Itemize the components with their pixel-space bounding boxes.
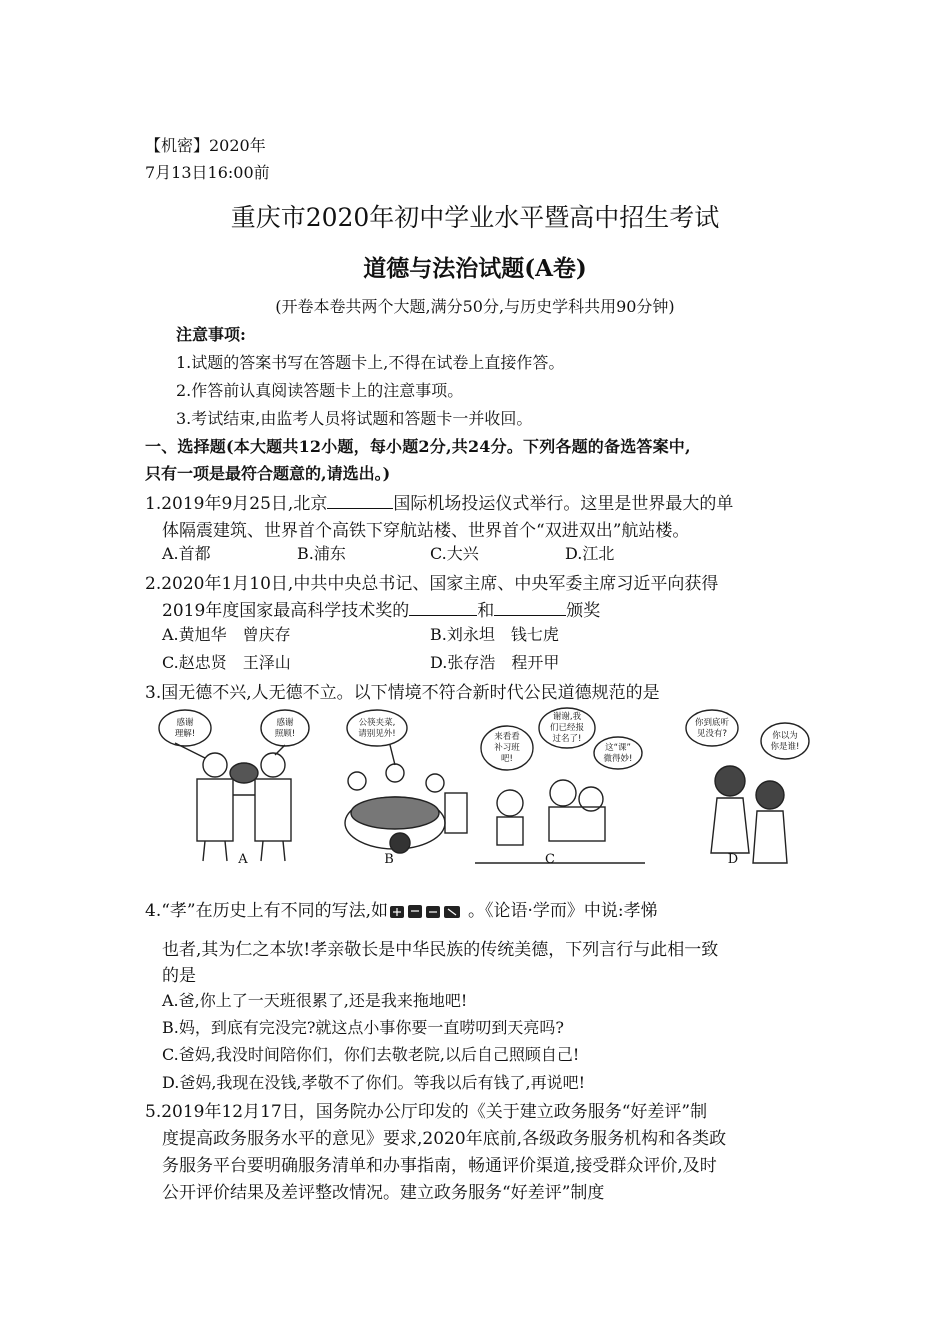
- question-2-option-b[interactable]: B.刘永坦 钱七虎: [430, 625, 559, 644]
- question-4-option-d[interactable]: D.爸妈,我现在没钱,孝敬不了你们。等我以后有钱了,再说吧!: [162, 1073, 586, 1092]
- question-2-text-c: 颁奖: [566, 601, 601, 621]
- panel-c-label: C: [545, 852, 555, 867]
- panel-b-bubble-line-2: 请别见外!: [358, 729, 396, 739]
- panel-d-bubble-1-line-2: 见没有?: [696, 729, 728, 739]
- question-4-option-a[interactable]: A.爸,你上了一天班很累了,还是我来拖地吧!: [162, 991, 468, 1010]
- question-3-line-1: 3.国无德不兴,人无德不立。以下情境不符合新时代公民道德规范的是: [145, 683, 660, 703]
- question-1-option-b[interactable]: B.浦东: [297, 544, 346, 563]
- question-1-option-a[interactable]: A.首都: [162, 544, 211, 563]
- section-heading-line-1: 一、选择题(本大题共12小题，每小题2分,共24分。下列各题的备选答案中,: [145, 437, 691, 456]
- question-2-line-2: [162, 596, 600, 621]
- panel-b-label: B: [384, 852, 394, 867]
- question-5-line-1: 5.2019年12月17日，国务院办公厅印发的《关于建立政务服务“好差评”制: [145, 1102, 708, 1122]
- panel-c-bubble-1-line-2: 补习班: [494, 743, 520, 753]
- panel-d-bubble-1-line-1: 你到底听: [694, 718, 730, 728]
- question-4-line-3: 的是: [162, 966, 196, 986]
- answer-blank: [494, 600, 566, 616]
- panel-a-label: A: [238, 852, 248, 867]
- panel-a-bubble-2-line-1: 感谢: [276, 718, 294, 728]
- question-4-option-c[interactable]: C.爸妈,我没时间陪你们，你们去敬老院,以后自己照顾自己!: [162, 1045, 580, 1064]
- question-1-text-a: 1.2019年9月25日,北京: [145, 494, 328, 514]
- panel-c-bubble-3-line-1: 这“课”: [605, 743, 631, 753]
- panel-d-bubble-2-line-1: 你以为: [772, 731, 798, 741]
- question-2-option-c[interactable]: C.赵忠贤 王泽山: [162, 653, 291, 672]
- question-3-cartoon: [145, 703, 817, 873]
- exam-subtitle: 道德与法治试题(A卷): [363, 255, 587, 282]
- panel-c-bubble-2-line-1: 谢谢,我: [552, 712, 582, 722]
- panel-d-label: D: [727, 852, 739, 867]
- xiao-characters-image: [388, 903, 468, 921]
- confidential-line-1: 【机密】2020年: [145, 136, 266, 155]
- confidential-line-2: 7月13日16:00前: [145, 163, 270, 182]
- exam-title: 重庆市2020年初中学业水平暨高中招生考试: [230, 203, 720, 232]
- question-4-text-b: 。《论语·学而》中说:孝悌: [468, 901, 658, 921]
- notice-item: 2.作答前认真阅读答题卡上的注意事项。: [176, 381, 464, 400]
- question-2-line-1: 2.2020年1月10日,中共中央总书记、国家主席、中央军委主席习近平向获得: [145, 574, 719, 594]
- notice-item: 3.考试结束,由监考人员将试题和答题卡一并收回。: [176, 409, 533, 428]
- question-2-option-d[interactable]: D.张存浩 程开甲: [430, 653, 560, 672]
- question-4-option-b[interactable]: B.妈，到底有完没完?就这点小事你要一直唠叨到天亮吗?: [162, 1018, 565, 1037]
- question-4-line-1: [145, 896, 658, 921]
- question-1-option-c[interactable]: C.大兴: [430, 544, 479, 563]
- panel-a-bubble-2-line-2: 照顾!: [274, 729, 296, 739]
- question-5-line-2: 度提高政务服务水平的意见》要求,2020年底前,各级政务服务机构和各类政: [162, 1129, 727, 1149]
- question-1-option-d[interactable]: D.江北: [565, 544, 615, 563]
- answer-blank: [409, 600, 477, 616]
- panel-c-bubble-2-line-2: 们已经报: [549, 723, 585, 733]
- question-2-text-b: 和: [477, 601, 495, 621]
- question-5-line-4: 公开评价结果及差评整改情况。建立政务服务“好差评”制度: [162, 1183, 605, 1203]
- question-5-line-3: 务服务平台要明确服务清单和办事指南，畅通评价渠道,接受群众评价,及时: [162, 1156, 717, 1176]
- answer-blank: [327, 493, 393, 509]
- exam-note: (开卷本卷共两个大题,满分50分,与历史学科共用90分钟): [275, 297, 675, 316]
- panel-a-bubble-1-line-1: 感谢: [176, 718, 194, 728]
- panel-d-bubble-2-line-2: 你是谁!: [770, 742, 800, 752]
- question-4-line-2: 也者,其为仁之本欤!孝亲敬长是中华民族的传统美德，下列言行与此相一致: [162, 940, 719, 960]
- notice-heading: 注意事项:: [176, 325, 246, 344]
- notice-item: 1.试题的答案书写在答题卡上,不得在试卷上直接作答。: [176, 353, 565, 372]
- question-2-text-a: 2019年度国家最高科学技术奖的: [162, 601, 410, 621]
- question-1-line-1: [145, 489, 733, 514]
- panel-b-bubble-line-1: 公筷夹菜,: [358, 718, 396, 728]
- question-4-text-a: 4.“孝”在历史上有不同的写法,如: [145, 901, 389, 921]
- panel-a-bubble-1-line-2: 理解!: [174, 729, 196, 739]
- panel-c-bubble-2-line-3: 过名了!: [552, 734, 582, 744]
- section-heading-line-2: 只有一项是最符合题意的,请选出。): [145, 464, 391, 483]
- question-1-line-2: 体隔震建筑、世界首个高铁下穿航站楼、世界首个“双进双出”航站楼。: [162, 521, 690, 541]
- panel-c-bubble-3-line-2: 微得妙!: [603, 754, 633, 764]
- question-2-option-a[interactable]: A.黄旭华 曾庆存: [162, 625, 291, 644]
- panel-c-bubble-1-line-3: 吧!: [501, 754, 513, 764]
- panel-c-bubble-1-line-1: 来看看: [494, 732, 520, 742]
- question-1-text-b: 国际机场投运仪式举行。这里是世界最大的单: [393, 494, 734, 514]
